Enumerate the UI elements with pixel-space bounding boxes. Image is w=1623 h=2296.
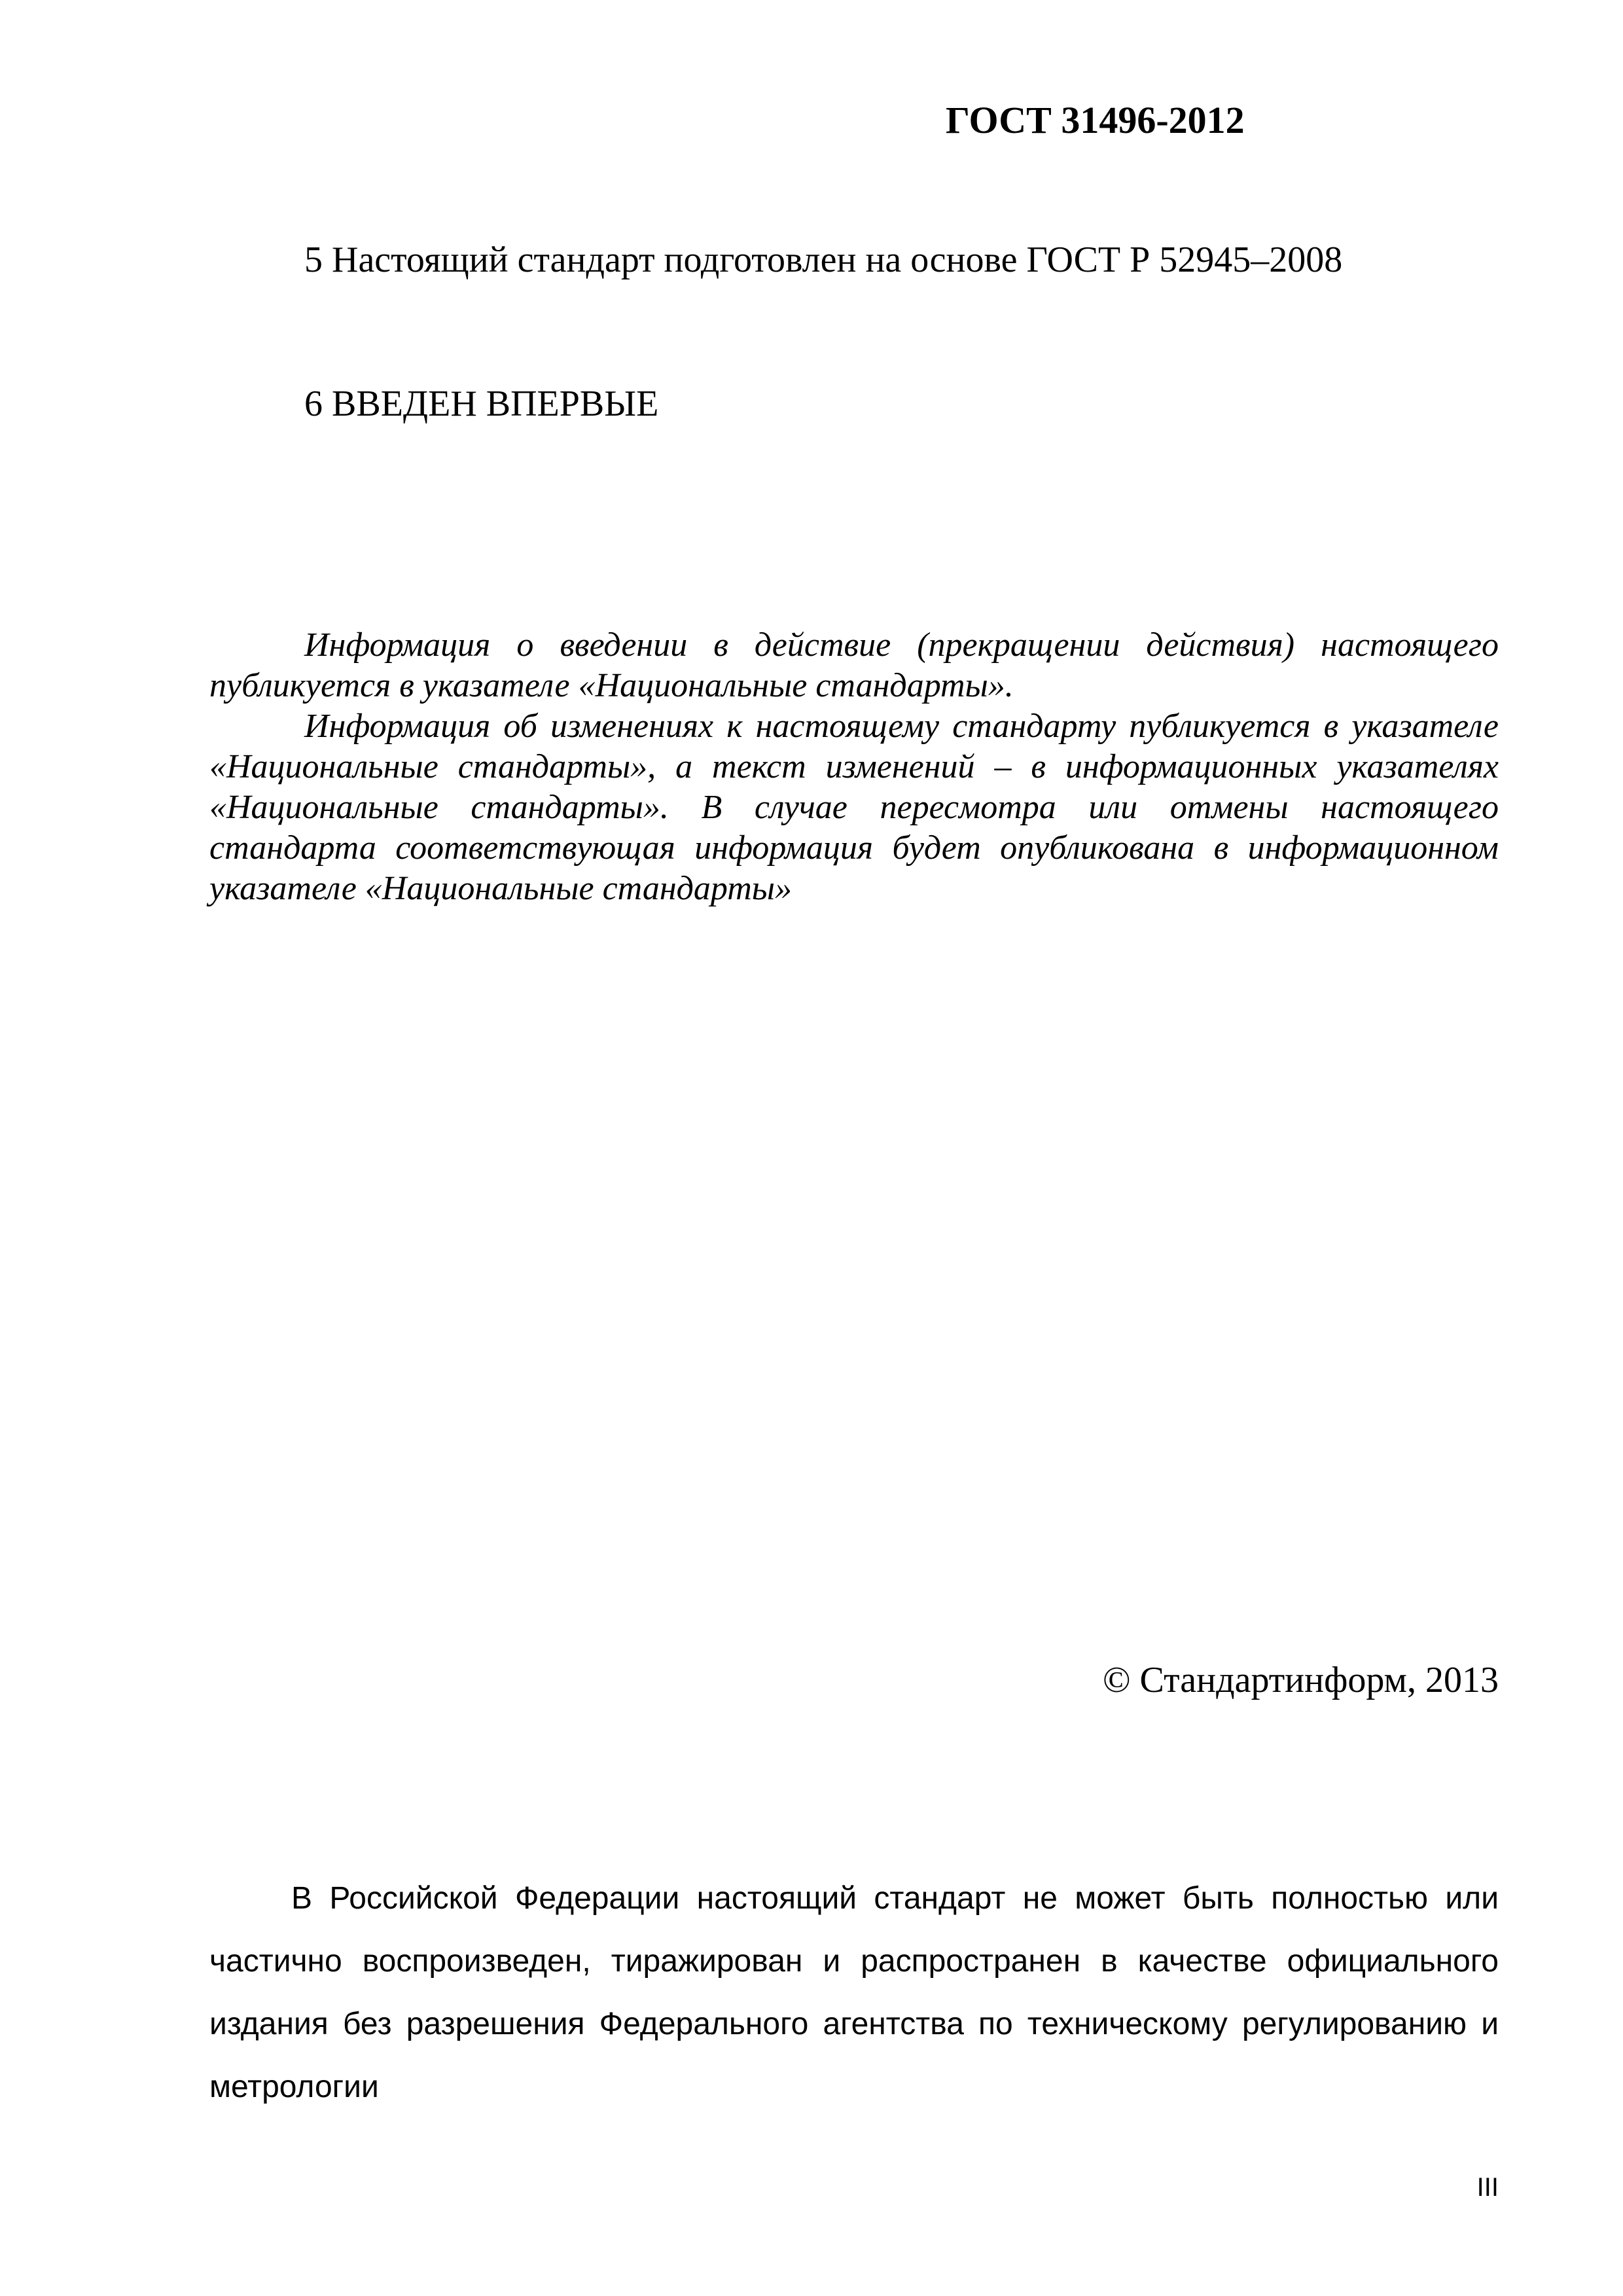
- copyright-notice: © Стандартинформ, 2013: [1102, 1660, 1499, 1700]
- publication-info-block: [209, 625, 1499, 909]
- info-paragraph-enactment: Информация о введении в действие (прекращении действия) настоящего публикуется в указателе «Национальные стандарты».: [209, 626, 1499, 704]
- item-5-basis-statement: 5 Настоящий стандарт подготовлен на основе ГОСТ Р 52945–2008: [304, 240, 1343, 280]
- legal-notice-block: [209, 1867, 1499, 2119]
- info-paragraph-changes: Информация об изменениях к настоящему стандарту публикуется в указателе «Национальные стандарты», а текст изменений – в информационных указателях «Национальные стандарты». В случае пересмотра или отмены настоящего стандарта соответствующая информация будет опубликована в информационном указателе «Национальные стандарты»: [209, 708, 1499, 907]
- page-number: III: [1476, 2173, 1499, 2202]
- standard-number-heading: ГОСТ 31496-2012: [946, 99, 1245, 141]
- legal-notice-text: В Российской Федерации настоящий стандарт не может быть полностью или частично воспроизведен, тиражирован и распространен в качестве официального издания без разрешения Федерального агентства по техническому регулированию и метрологии: [209, 1881, 1499, 2104]
- item-6-introduced-first-time: 6 ВВЕДЕН ВПЕРВЫЕ: [304, 384, 659, 424]
